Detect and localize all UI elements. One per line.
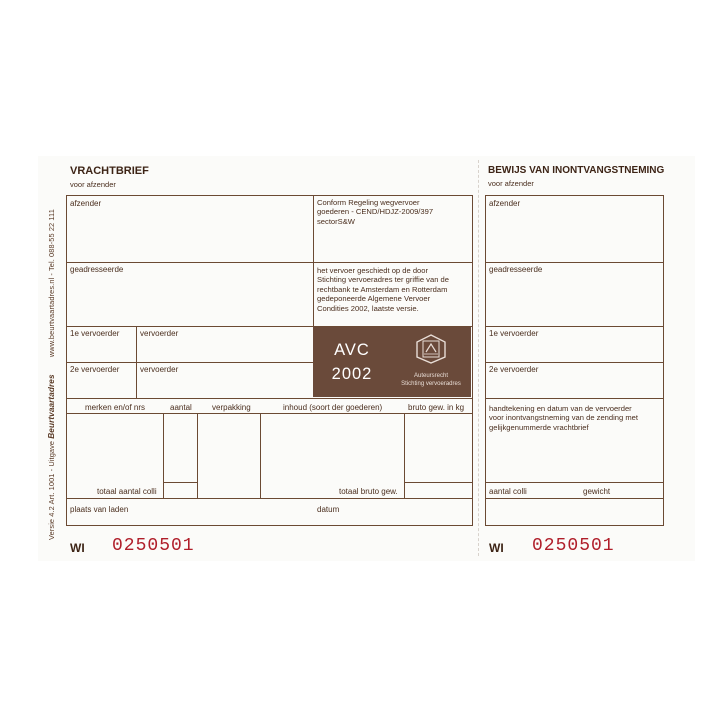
afzender-label: afzender [70,199,102,208]
geadresseerde-label: geadresseerde [70,265,124,274]
brand-text: Beurtvaartadres [47,374,56,439]
vervoerder1-name-label: vervoerder [140,329,179,338]
version-text: Versie 4.2 Art. 1001 - Uitgave [47,440,56,540]
regulation-line: sectorS&W [317,216,355,226]
bewijs-wi-label: WI [489,541,504,555]
divider [197,413,198,498]
vrachtbrief-title: VRACHTBRIEF [70,165,149,177]
conditions-notice [317,266,449,313]
totaal-colli-label: totaal aantal colli [97,487,157,496]
divider [485,482,664,483]
totaal-bruto-label: totaal bruto gew. [339,487,398,496]
divider [66,262,473,263]
divider [66,413,473,414]
regulation-line: Conform Regeling wegvervoer [317,198,420,207]
col-aantal: aantal [170,403,192,412]
conditions-line: gedeponeerde Algemene Vervoer [317,294,431,304]
divider [66,498,473,499]
col-inhoud: inhoud (soort der goederen) [283,403,383,412]
vervoerder2-label: 2e vervoerder [70,365,120,374]
datum-label: datum [317,505,340,514]
signature-notice [489,404,638,432]
conditions-line: Condities 2002, laatste versie. [317,303,419,313]
conditions-line: het vervoer geschiedt op de door [317,266,429,275]
divider [313,195,314,326]
bewijs-title: BEWIJS VAN INONTVANGSTNEMING [488,165,665,176]
col-bruto: bruto gew. in kg [408,403,465,412]
vervoerder2-name-label: vervoerder [140,365,179,374]
wi-label: WI [70,541,85,555]
bewijs-vervoerder2-label: 2e vervoerder [489,365,539,374]
bewijs-gewicht-label: gewicht [583,487,611,496]
copyright-badge [391,327,471,397]
vervoerder1-label: 1e vervoerder [70,329,120,338]
regulation-line: goederen - CEND/HDJZ-2009/397 [317,207,434,217]
conditions-line: Stichting vervoeradres ter griffie van de [317,275,449,285]
divider [485,362,664,363]
col-verpakking: verpakking [212,403,251,412]
bewijs-vervoerder1-label: 1e vervoerder [489,329,539,338]
divider [163,413,164,498]
signature-line: handtekening en datum van de vervoerder [489,404,632,413]
divider [485,398,664,399]
stichting-logo-icon [414,333,448,365]
bewijs-afzender-label: afzender [489,199,521,208]
bewijs-aantal-colli-label: aantal colli [489,487,527,496]
col-merken: merken en/of nrs [85,403,146,412]
regulation-notice [317,198,433,226]
vertical-publisher-text [47,209,56,540]
conditions-line: rechtbank te Amsterdam en Rotterdam [317,284,448,294]
signature-line: gelijkgenummerde vrachtbrief [489,422,589,432]
bewijs-geadresseerde-label: geadresseerde [489,265,543,274]
copyright-line: Stichting vervoeradres [401,381,461,387]
divider [66,398,473,399]
copyright-line: Auteursrecht [413,373,449,379]
avc-label: AVC [334,341,370,359]
website-phone-text: www.beurtvaartadres.nl - Tel. 088-55 22 111 [47,209,56,358]
divider [260,413,261,498]
divider [404,413,405,498]
divider [485,262,664,263]
plaats-label: plaats van laden [70,505,129,514]
divider [136,326,137,398]
divider [485,326,664,327]
divider [66,362,313,363]
serial-number: 0250501 [112,536,195,556]
avc-badge [313,327,391,397]
vrachtbrief-subtitle: voor afzender [70,180,116,189]
perforation-line [478,160,479,556]
bewijs-serial-number: 0250501 [532,536,615,556]
right-form-frame [485,195,664,526]
divider [485,498,664,499]
divider [163,482,197,483]
signature-line: voor inontvangstneming van de zending met [489,413,639,423]
avc-year: 2002 [331,365,373,383]
bewijs-subtitle: voor afzender [488,179,534,188]
divider [404,482,473,483]
